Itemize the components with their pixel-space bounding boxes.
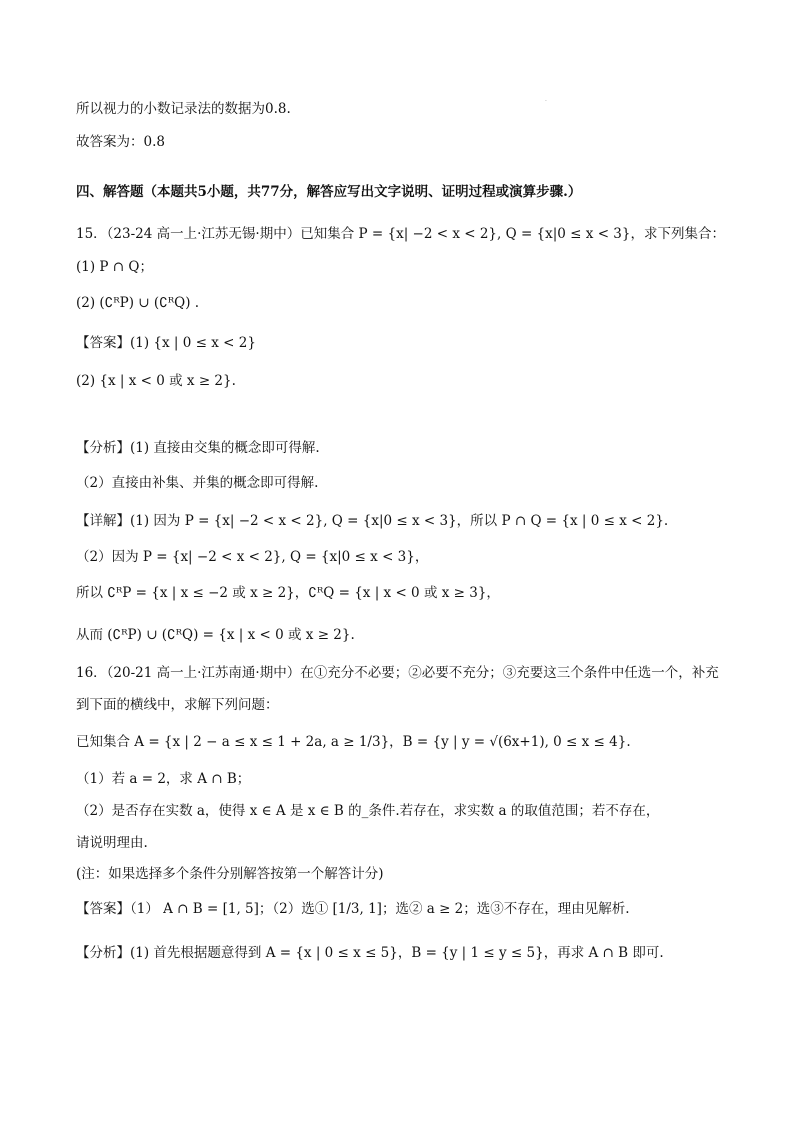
answer-15-part-1: 【答案】(1) {x | 0 ≤ x < 2} <box>76 335 256 351</box>
detail-15-result: 从而 (∁ᴿP) ∪ (∁ᴿQ) = {x | x < 0 或 x ≥ 2}. <box>76 627 355 643</box>
detail-15-part-2: （2）因为 P = {x| −2 < x < 2}, Q = {x|0 ≤ x < 3}， <box>76 549 429 565</box>
question-15-stem: 15．（23-24 高一上·江苏无锡·期中）已知集合 P = {x| −2 < x < 2}, Q = {x|0 ≤ x < 3}，求下列集合： <box>76 226 725 242</box>
scan-dot: · <box>545 98 547 105</box>
section-heading: 四、解答题（本题共5小题，共77分，解答应写出文字说明、证明过程或演算步骤.） <box>76 184 582 200</box>
question-15-part-1: (1) P ∩ Q； <box>76 259 153 275</box>
answer-15-part-2: (2) {x | x < 0 或 x ≥ 2}. <box>76 373 236 389</box>
text-line: 所以视力的小数记录法的数据为0.8. <box>76 101 291 117</box>
question-16-part-1: （1）若 a = 2，求 A ∩ B； <box>76 771 251 787</box>
text-line: 故答案为：0.8 <box>76 134 165 150</box>
question-16-stem-cont: 到下面的横线中，求解下列问题： <box>76 697 279 713</box>
question-16-part-2-cont: 请说明理由. <box>76 835 148 851</box>
analysis-16: 【分析】(1) 首先根据题意得到 A = {x | 0 ≤ x ≤ 5}，B = {y | 1 ≤ y ≤ 5}，再求 A ∩ B 即可. <box>76 945 664 961</box>
question-16-stem: 16．（20-21 高一上·江苏南通·期中）在①充分不必要；②必要不充分；③充要这三个条件中任选一个，补充 <box>76 665 719 681</box>
detail-15-complement: 所以 ∁ᴿP = {x | x ≤ −2 或 x ≥ 2}，∁ᴿQ = {x | x < 0 或 x ≥ 3}， <box>76 585 500 601</box>
question-16-sets: 已知集合 A = {x | 2 − a ≤ x ≤ 1 + 2a, a ≥ 1/3}，B = {y | y = √(6x+1), 0 ≤ x ≤ 4}. <box>76 734 631 750</box>
analysis-15-part-1: 【分析】(1) 直接由交集的概念即可得解. <box>76 440 320 456</box>
question-16-part-2: （2）是否存在实数 a，使得 x ∈ A 是 x ∈ B 的_条件.若存在，求实数 a 的取值范围；若不存在， <box>76 803 660 819</box>
answer-16: 【答案】（1） A ∩ B = [1, 5]；（2）选① [1/3, 1]；选② a ≥ 2；选③不存在，理由见解析. <box>76 901 630 917</box>
question-16-note: (注：如果选择多个条件分别解答按第一个解答计分) <box>76 866 384 882</box>
question-15-part-2: (2) (∁ᴿP) ∪ (∁ᴿQ) . <box>76 295 200 311</box>
detail-15-part-1: 【详解】(1) 因为 P = {x| −2 < x < 2}, Q = {x|0 ≤ x < 3}，所以 P ∩ Q = {x | 0 ≤ x < 2}. <box>76 513 669 529</box>
analysis-15-part-2: （2）直接由补集、并集的概念即可得解. <box>76 475 319 491</box>
